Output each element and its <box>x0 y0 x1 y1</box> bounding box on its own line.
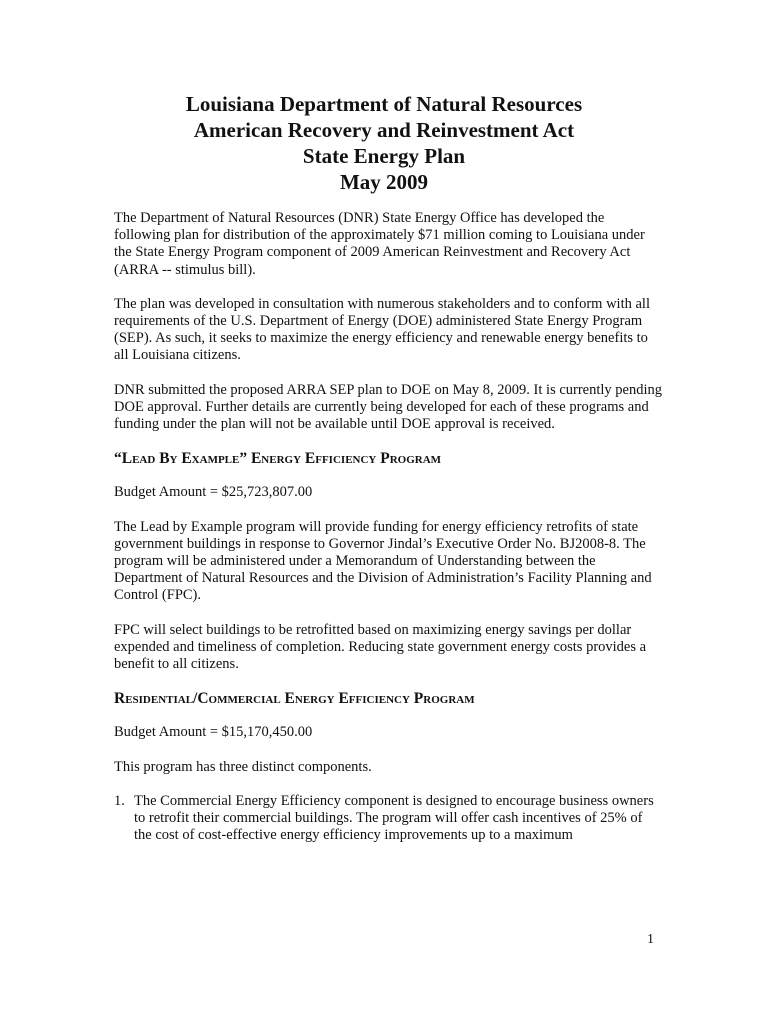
document-body <box>114 210 662 844</box>
document-title <box>0 91 768 195</box>
title-line-2: American Recovery and Reinvestment Act <box>193 118 575 142</box>
page-number: 1 <box>647 932 654 947</box>
budget-amount-lead-by-example: Budget Amount = $25,723,807.00 <box>114 484 313 501</box>
title-line-3: State Energy Plan <box>302 144 466 168</box>
lead-by-example-paragraph-2: FPC will select buildings to be retrofitted based on maximizing energy savings per dollar expended and timeliness of completion. Reducing state government energy costs provides a benefit to all citizens. <box>114 621 647 673</box>
intro-paragraph-1: The Department of Natural Resources (DNR) State Energy Office has developed the following plan for distribution of the approximately $71 million coming to Louisiana under the State Energy Program component of 2009 American Reinvestment and Recovery Act (ARRA -- stimulus bill). <box>114 210 645 278</box>
list-item-number: 1. <box>114 792 125 809</box>
title-line-4: May 2009 <box>339 170 429 194</box>
budget-amount-residential-commercial: Budget Amount = $15,170,450.00 <box>114 724 313 741</box>
section-heading-residential-commercial: Residential/Commercial Energy Efficiency Program <box>114 690 475 708</box>
list-item-text: The Commercial Energy Efficiency component is designed to encourage business owners to retrofit their commercial buildings. The program will offer cash incentives of 25% of the cost of cost-effective energy efficiency improvements up to a maximum <box>134 792 654 844</box>
list-item <box>114 793 662 845</box>
intro-paragraph-3: DNR submitted the proposed ARRA SEP plan to DOE on May 8, 2009. It is currently pending DOE approval. Further details are currently being developed for each of these programs and funding under the plan will not be available until DOE approval is received. <box>114 381 663 433</box>
title-line-1: Louisiana Department of Natural Resources <box>185 92 583 116</box>
residential-commercial-paragraph-1: This program has three distinct components. <box>114 758 372 775</box>
lead-by-example-paragraph-1: The Lead by Example program will provide funding for energy efficiency retrofits of state government buildings in response to Governor Jindal’s Executive Order No. BJ2008-8. The program will be administered under a Memorandum of Understanding between the Department of Natural Resources and the Division of Administration’s Facility Planning and Control (FPC). <box>114 518 652 604</box>
section-heading-lead-by-example: “Lead By Example” Energy Efficiency Program <box>114 450 442 468</box>
intro-paragraph-2: The plan was developed in consultation with numerous stakeholders and to conform with all requirements of the U.S. Department of Energy (DOE) administered State Energy Program (SEP). As such, it seeks to maximize the energy efficiency and renewable energy benefits to all Louisiana citizens. <box>114 295 650 364</box>
